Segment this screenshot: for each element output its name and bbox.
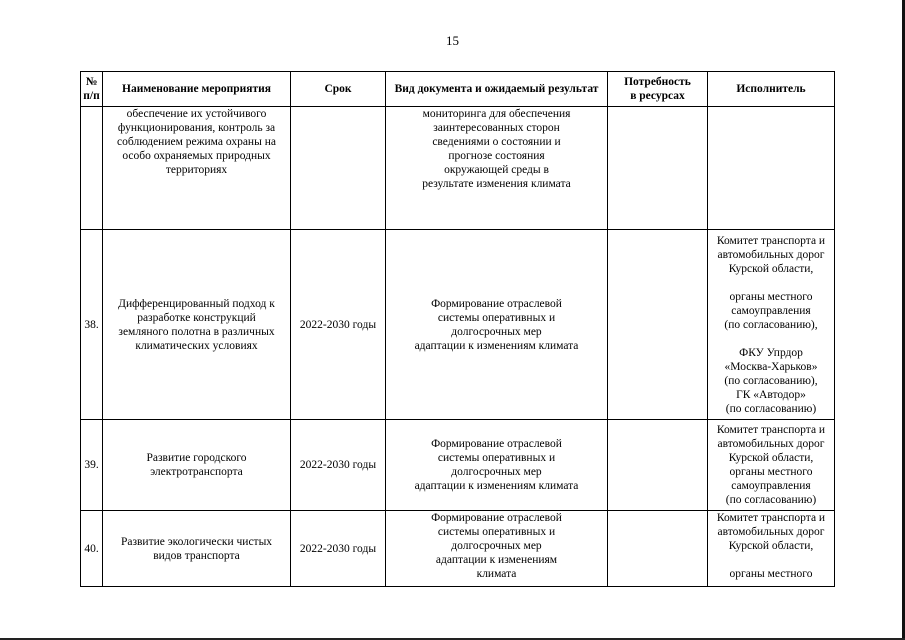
table-header-row [81,72,835,107]
measure-name: обеспечение их устойчивого функционирования, контроль за соблюдением режима охраны на особо охраняемых природных территориях [103,107,291,230]
header-number: № п/п [81,72,103,107]
term-cell [291,107,386,230]
measure-name: Развитие городского электротранспорта [103,420,291,511]
resources-cell [608,230,708,420]
header-resources: Потребность в ресурсах [608,72,708,107]
header-executor: Исполнитель [708,72,835,107]
row-number: 39. [81,420,103,511]
resources-cell [608,420,708,511]
header-result: Вид документа и ожидаемый результат [386,72,608,107]
result-cell: Формирование отраслевой системы оперативных и долгосрочных мер адаптации к изменениям климата [386,230,608,420]
row-number: 40. [81,511,103,587]
measures-table [80,71,835,587]
executor-cell: Комитет транспорта и автомобильных дорог Курской области, органы местного самоуправления (по согласованию) [708,420,835,511]
table-row [81,420,835,511]
measure-name: Развитие экологически чистых видов транспорта [103,511,291,587]
executor-cell: Комитет транспорта и автомобильных дорог Курской области, органы местного [708,511,835,587]
resources-cell [608,511,708,587]
result-cell: Формирование отраслевой системы оперативных и долгосрочных мер адаптации к изменениям климата [386,511,608,587]
resources-cell [608,107,708,230]
page-number: 15 [446,33,459,48]
table-row [81,511,835,587]
measure-name: Дифференцированный подход к разработке конструкций земляного полотна в различных климатических условиях [103,230,291,420]
table-row [81,230,835,420]
result-cell: мониторинга для обеспечения заинтересованных сторон сведениями о состоянии и прогнозе состояния окружающей среды в результате изменения климата [386,107,608,230]
header-term: Срок [291,72,386,107]
result-cell: Формирование отраслевой системы оперативных и долгосрочных мер адаптации к изменениям климата [386,420,608,511]
row-number [81,107,103,230]
term-cell: 2022-2030 годы [291,230,386,420]
row-number: 38. [81,230,103,420]
header-measure-name: Наименование мероприятия [103,72,291,107]
executor-cell [708,107,835,230]
executor-cell: Комитет транспорта и автомобильных дорог Курской области, органы местного самоуправления (по согласованию), ФКУ Упрдор «Москва-Харьков» (по согласованию), ГК «Автодор» (по согласованию) [708,230,835,420]
table-row [81,107,835,230]
term-cell: 2022-2030 годы [291,420,386,511]
term-cell: 2022-2030 годы [291,511,386,587]
